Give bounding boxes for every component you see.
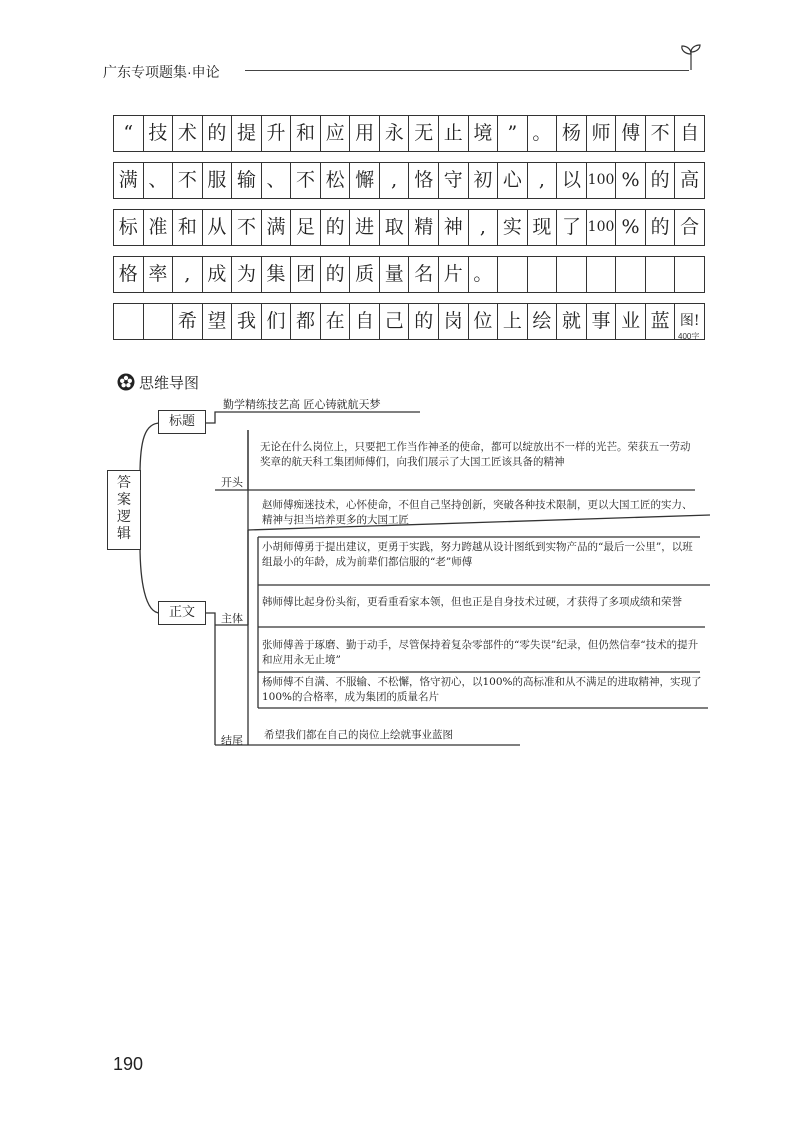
essay-cell: 和 <box>173 210 203 245</box>
essay-cell: 集 <box>262 257 292 292</box>
ending-text: 希望我们都在自己的岗位上绘就事业蓝图 <box>264 729 453 741</box>
essay-cell: 的 <box>409 304 439 339</box>
main-item-5: 杨师傅不自满、不服输、不松懈，恪守初心，以100%的高标准和从不满足的进取精神，实现了100%的合格率，成为集团的质量名片 <box>262 676 702 703</box>
essay-cell: 杨 <box>557 116 587 151</box>
essay-cell: 足 <box>291 210 321 245</box>
essay-cell: 满 <box>114 163 144 198</box>
essay-cell: 懈 <box>350 163 380 198</box>
essay-cell: 不 <box>232 210 262 245</box>
essay-cell: 输 <box>232 163 262 198</box>
body-node-label: 正文 <box>168 605 195 620</box>
essay-cell: 、 <box>262 163 292 198</box>
essay-cell: 我 <box>232 304 262 339</box>
essay-cell: 都 <box>291 304 321 339</box>
essay-cell: % <box>616 163 646 198</box>
essay-cell: 格 <box>114 257 144 292</box>
title-node <box>158 410 206 434</box>
essay-cell: 升 <box>262 116 292 151</box>
essay-cell: 精 <box>409 210 439 245</box>
essay-cell: 100 <box>587 163 617 198</box>
root-node <box>107 470 141 550</box>
essay-cell: 为 <box>232 257 262 292</box>
essay-cell: 现 <box>528 210 558 245</box>
essay-cell: 量 <box>380 257 410 292</box>
essay-cell: 岗 <box>439 304 469 339</box>
essay-cell: 止 <box>439 116 469 151</box>
essay-cell: 境 <box>469 116 499 151</box>
book-title: 广东专项题集·申论 <box>103 64 220 80</box>
essay-cell: 上 <box>498 304 528 339</box>
essay-cell: 蓝 <box>646 304 676 339</box>
essay-cell: 心 <box>498 163 528 198</box>
essay-cell: 永 <box>380 116 410 151</box>
ending-label: 结尾 <box>221 734 243 747</box>
essay-cell: 的 <box>321 210 351 245</box>
essay-cell: 绘 <box>528 304 558 339</box>
essay-cell: 傅 <box>616 116 646 151</box>
essay-cell: 的 <box>646 163 676 198</box>
essay-cell: 守 <box>439 163 469 198</box>
essay-cell: 和 <box>291 116 321 151</box>
essay-cell: 希 <box>173 304 203 339</box>
main-item-3: 韩师傅比起身份头衔，更看重看家本领，但也正是自身技术过硬，才获得了多项成绩和荣誉 <box>262 596 682 608</box>
essay-cell: 术 <box>173 116 203 151</box>
essay-cell: 们 <box>262 304 292 339</box>
essay-cell: , <box>469 210 499 245</box>
essay-cell: 技 <box>144 116 174 151</box>
essay-cell: 服 <box>203 163 233 198</box>
essay-cell: 的 <box>203 116 233 151</box>
essay-cell: 。 <box>528 116 558 151</box>
essay-cell: 不 <box>291 163 321 198</box>
essay-cell: 名 <box>409 257 439 292</box>
root-label: 答案逻辑 <box>117 475 131 542</box>
essay-cell: 准 <box>144 210 174 245</box>
essay-cell: 用 <box>350 116 380 151</box>
essay-cell: 合 <box>675 210 705 245</box>
main-item-4: 张师傅善于琢磨、勤于动手，尽管保持着复杂零部件的“零失误”纪录，但仍然信奉“技术的提升和应用永无止境” <box>262 639 699 666</box>
title-node-label: 标题 <box>168 414 195 429</box>
essay-cell: “ <box>114 116 144 151</box>
body-node <box>158 601 206 625</box>
essay-cell: 自 <box>350 304 380 339</box>
main-item-1: 赵师傅痴迷技术，心怀使命，不但自己坚持创新，突破各种技术限制，更以大国工匠的实力、精神与担当培养更多的大国工匠 <box>262 499 693 526</box>
essay-cell: 松 <box>321 163 351 198</box>
opening-label: 开头 <box>221 476 243 489</box>
essay-cell: , <box>380 163 410 198</box>
essay-cell: 应 <box>321 116 351 151</box>
page-number: 190 <box>113 1054 144 1074</box>
essay-cell: 就 <box>557 304 587 339</box>
essay-cell: 不 <box>173 163 203 198</box>
essay-cell: 的 <box>646 210 676 245</box>
opening-text: 无论在什么岗位上，只要把工作当作神圣的使命，都可以绽放出不一样的光芒。荣获五一劳动奖章的航天科工集团师傅们，向我们展示了大国工匠该具备的精神 <box>260 441 691 468</box>
essay-cell: 提 <box>232 116 262 151</box>
word-count: 400字 <box>678 332 700 341</box>
essay-cell: 片 <box>439 257 469 292</box>
essay-cell: 师 <box>587 116 617 151</box>
essay-cell: 以 <box>557 163 587 198</box>
essay-cell: 望 <box>203 304 233 339</box>
main-label: 主体 <box>221 612 243 625</box>
essay-cell: 进 <box>350 210 380 245</box>
essay-cell: 不 <box>646 116 676 151</box>
essay-cell: 、 <box>144 163 174 198</box>
essay-cell: 事 <box>587 304 617 339</box>
essay-cell: 标 <box>114 210 144 245</box>
essay-cell: 初 <box>469 163 499 198</box>
essay-cell: 满 <box>262 210 292 245</box>
essay-cell: ” <box>498 116 528 151</box>
essay-cell: 从 <box>203 210 233 245</box>
essay-cell: 位 <box>469 304 499 339</box>
essay-cell: 了 <box>557 210 587 245</box>
essay-cell: 业 <box>616 304 646 339</box>
essay-cell: 成 <box>203 257 233 292</box>
essay-cell: , <box>173 257 203 292</box>
essay-cell: 团 <box>291 257 321 292</box>
essay-cell: , <box>528 163 558 198</box>
essay-cell: 实 <box>498 210 528 245</box>
essay-cell: 己 <box>380 304 410 339</box>
essay-cell: 神 <box>439 210 469 245</box>
essay-cell: 无 <box>409 116 439 151</box>
essay-cell: % <box>616 210 646 245</box>
essay-cell: 取 <box>380 210 410 245</box>
essay-cell: 自 <box>675 116 705 151</box>
essay-cell: 高 <box>675 163 705 198</box>
main-item-2: 小胡师傅勇于提出建议，更勇于实践，努力跨越从设计图纸到实物产品的“最后一公里”，以班组最小的年龄，成为前辈们都信服的“老”师傅 <box>262 541 693 568</box>
essay-cell: 在 <box>321 304 351 339</box>
essay-cell: 。 <box>469 257 499 292</box>
essay-cell: 率 <box>144 257 174 292</box>
essay-cell: 恪 <box>409 163 439 198</box>
essay-cell: 的 <box>321 257 351 292</box>
essay-cell: 图! <box>675 304 705 339</box>
title-text: 勤学精练技艺高 匠心铸就航天梦 <box>223 398 381 411</box>
mindmap-title: 思维导图 <box>139 374 200 392</box>
essay-cell: 100 <box>587 210 617 245</box>
essay-cell: 质 <box>350 257 380 292</box>
